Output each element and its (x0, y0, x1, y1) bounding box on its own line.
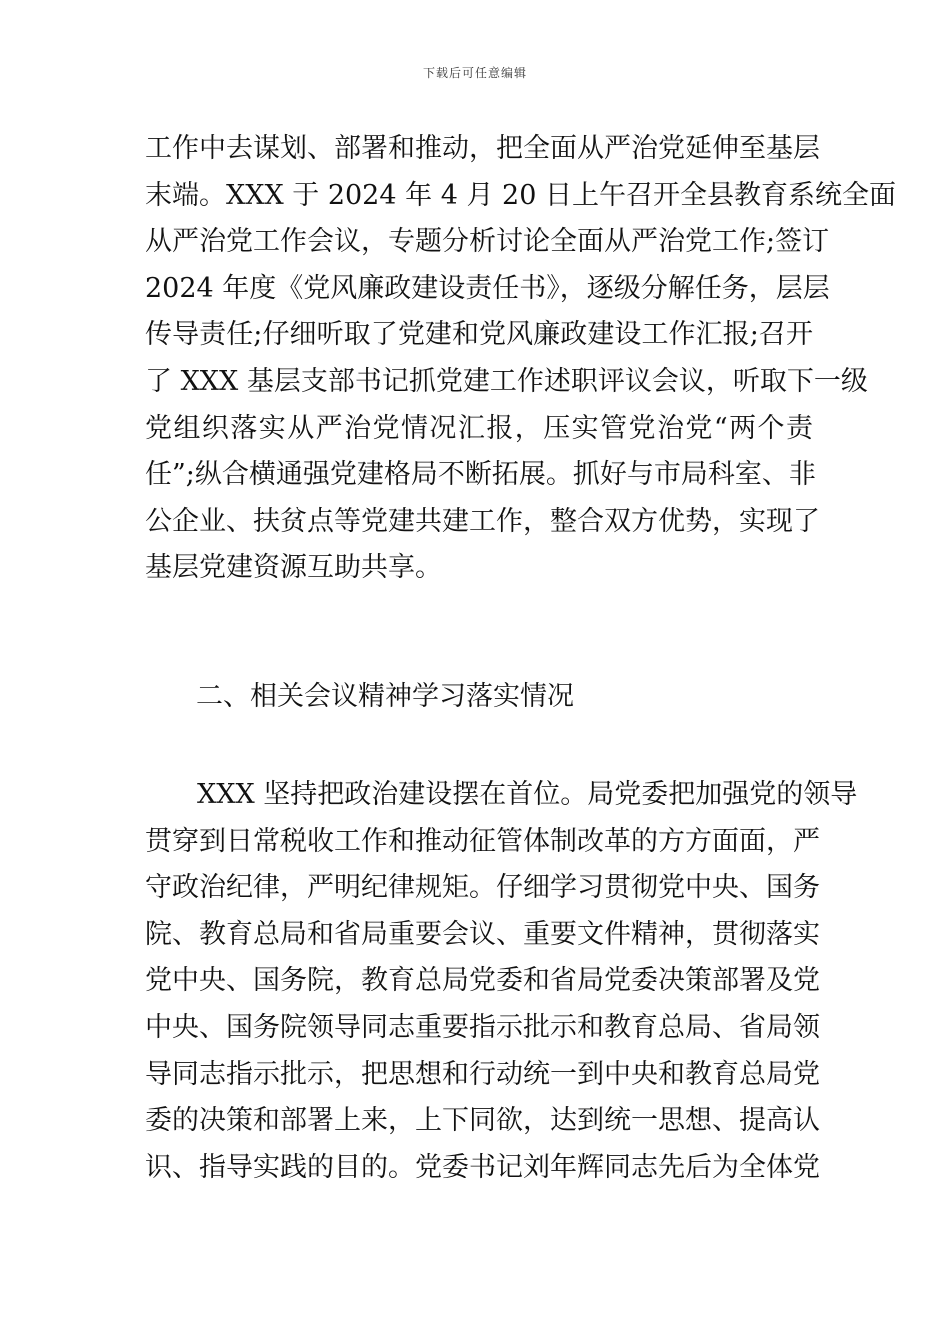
paragraph-line: 了 XXX 基层支部书记抓党建工作述职评议会议，听取下一级 (145, 365, 868, 397)
paragraph-line: 从严治党工作会议，专题分析讨论全面从严治党工作;签订 (145, 226, 830, 258)
header-note: 下载后可任意编辑 (422, 66, 527, 80)
paragraph-line: 末端。XXX 于 2024 年 4 月 20 日上午召开全县教育系统全面 (145, 179, 896, 211)
paragraph-1 (145, 126, 896, 592)
paragraph-2 (145, 772, 858, 1191)
paragraph-line: 守政治纪律，严明纪律规矩。仔细学习贯彻党中央、国务 (145, 872, 820, 904)
paragraph-line: 党组织落实从严治党情况汇报，压实管党治党“两个责 (145, 412, 813, 444)
paragraph-line: 识、指导实践的目的。党委书记刘年辉同志先后为全体党 (145, 1151, 820, 1183)
paragraph-line: 传导责任;仔细听取了党建和党风廉政建设工作汇报;召开 (145, 319, 813, 351)
paragraph-line: 2024 年度《党风廉政建设责任书》，逐级分解任务，层层 (145, 272, 830, 304)
paragraph-line: 工作中去谋划、部署和推动，把全面从严治党延伸至基层 (145, 133, 820, 164)
section-heading: 二、相关会议精神学习落实情况 (196, 681, 574, 712)
paragraph-line: 党中央、国务院，教育总局党委和省局党委决策部署及党 (145, 965, 820, 997)
paragraph-line: XXX 坚持把政治建设摆在首位。局党委把加强党的领导 (197, 779, 858, 810)
paragraph-line: 导同志指示批示，把思想和行动统一到中央和教育总局党 (145, 1058, 820, 1090)
paragraph-line: 贯穿到日常税收工作和推动征管体制改革的方方面面，严 (145, 825, 820, 857)
paragraph-line: 公企业、扶贫点等党建共建工作，整合双方优势，实现了 (145, 505, 820, 537)
paragraph-line: 委的决策和部署上来，上下同欲，达到统一思想、提高认 (145, 1105, 820, 1137)
paragraph-line: 中央、国务院领导同志重要指示批示和教育总局、省局领 (145, 1011, 820, 1043)
paragraph-line: 院、教育总局和省局重要会议、重要文件精神，贯彻落实 (145, 918, 820, 950)
paragraph-line: 任”;纵合横通强党建格局不断拓展。抓好与市局科室、非 (145, 459, 816, 491)
paragraph-line: 基层党建资源互助共享。 (145, 552, 442, 584)
